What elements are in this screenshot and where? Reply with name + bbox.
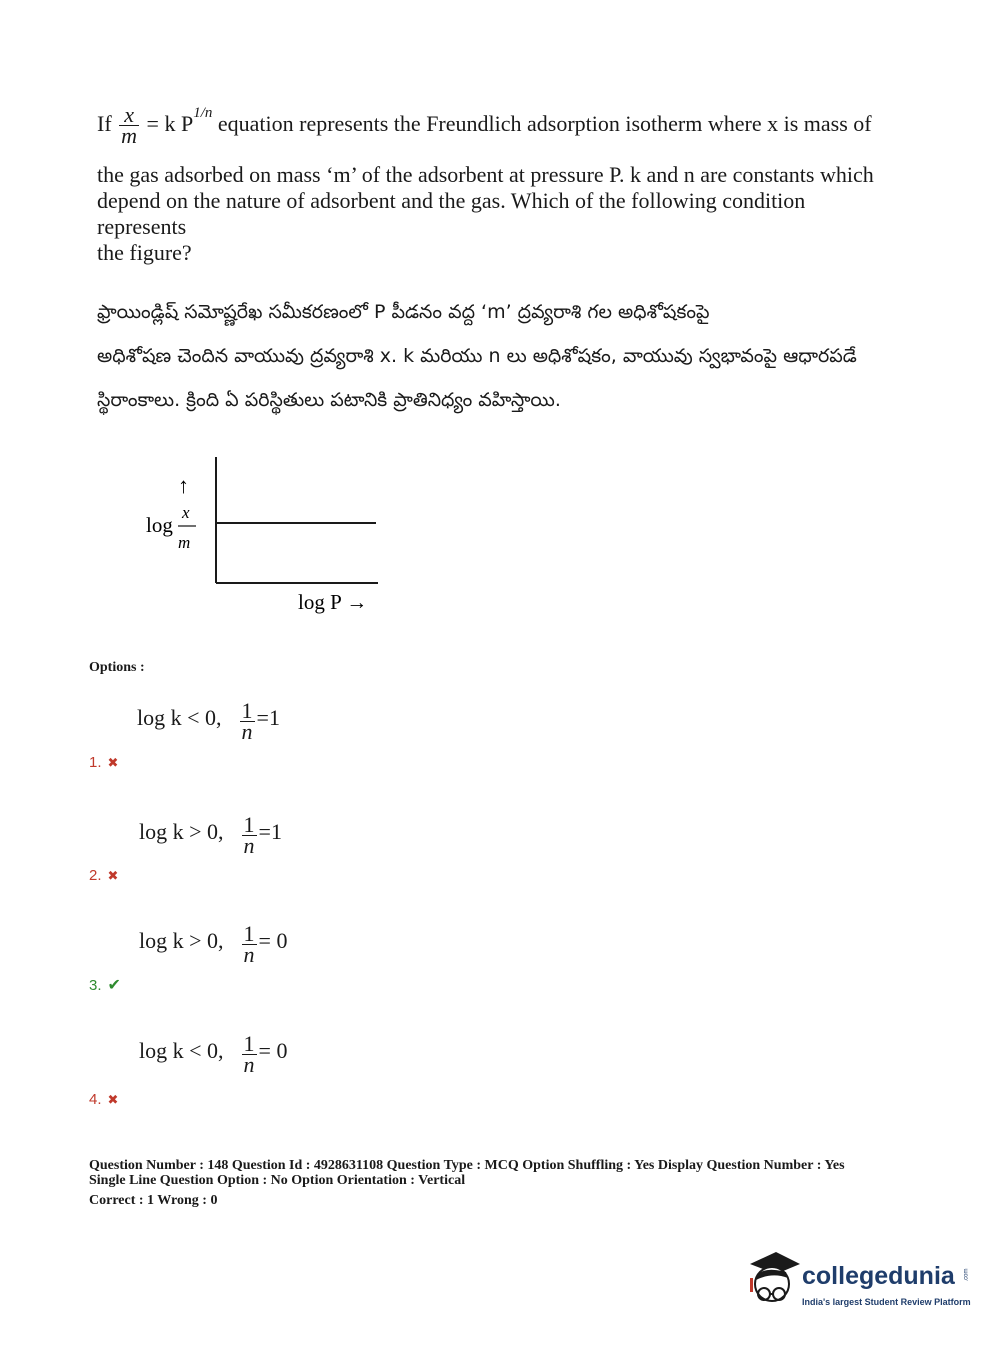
option-1-lhs: log k < 0, xyxy=(137,705,222,731)
y-frac-numerator: x xyxy=(182,503,190,522)
meta-line-1: Question Number : 148 Question Id : 4928631108 Question Type : MCQ Option Shuffling : Yes Display Question Number : Yes xyxy=(89,1158,845,1173)
option-4-numerator: 1 xyxy=(243,1031,255,1056)
option-3-numerator: 1 xyxy=(243,921,255,946)
option-4-fraction xyxy=(242,1031,257,1077)
option-3-number: 3. xyxy=(89,977,102,994)
brand-suffix: .com xyxy=(963,1268,970,1282)
meta-line-2: Single Line Question Option : No Option Orientation : Vertical xyxy=(89,1173,466,1188)
question-line-1-text: equation represents the Freundlich adsorption isotherm where x is mass of xyxy=(217,111,872,136)
option-4-number: 4. xyxy=(89,1091,102,1108)
option-2-lhs: log k > 0, xyxy=(139,819,224,845)
option-3-rhs: = 0 xyxy=(258,928,288,954)
formula-exponent: 1/n xyxy=(193,105,213,121)
option-2-rhs: =1 xyxy=(258,819,282,845)
option-1-fraction xyxy=(240,698,255,744)
checkmark-icon: ✔ xyxy=(107,977,121,994)
question-telugu xyxy=(97,290,887,422)
tassel-icon xyxy=(750,1278,753,1292)
cross-icon: ✖ xyxy=(107,755,119,770)
option-1-expression xyxy=(137,698,280,744)
brand-tagline: India's largest Student Review Platform xyxy=(802,1297,971,1307)
formula-fraction xyxy=(119,102,139,149)
options-label: Options : xyxy=(89,660,145,675)
y-frac-denominator: m xyxy=(178,533,191,552)
option-2-fraction xyxy=(242,812,257,858)
option-1-number: 1. xyxy=(89,754,102,771)
option-1-denominator: n xyxy=(241,719,253,744)
option-3-label[interactable] xyxy=(89,975,121,995)
formula-denominator: m xyxy=(121,123,138,149)
y-label: log xyxy=(146,513,173,537)
meta-line-3: Correct : 1 Wrong : 0 xyxy=(89,1193,218,1208)
option-3-fraction xyxy=(242,921,257,967)
question-line-3: depend on the nature of adsorbent and the gas. Which of the following condition represents xyxy=(97,188,806,240)
question-line-4: the figure? xyxy=(97,240,192,266)
question-metadata xyxy=(89,1158,909,1208)
option-2-numerator: 1 xyxy=(243,812,255,837)
cross-icon: ✖ xyxy=(107,1092,119,1107)
telugu-line-1: ఫ్రాయిండ్లిష్ సమోష్ణరేఖ సమీకరణంలో P పీడనం వద్ద ‘m’ ద్రవ్యరాశి గల అధిశోషకంపై xyxy=(97,301,710,323)
option-4-rhs: = 0 xyxy=(258,1038,288,1064)
option-2-denominator: n xyxy=(243,833,255,858)
isotherm-graph xyxy=(140,455,400,620)
question-english xyxy=(97,100,887,266)
option-3-expression xyxy=(139,921,288,967)
option-4-label[interactable] xyxy=(89,1091,118,1109)
if-word: If xyxy=(97,111,112,136)
telugu-line-2: అధిశోషణ చెందిన వాయువు ద్రవ్యరాశి x. k మరియు n లు అధిశోషకం, వాయువు స్వభావంపై ఆధారపడే xyxy=(97,345,857,367)
option-3-lhs: log k > 0, xyxy=(139,928,224,954)
option-2-number: 2. xyxy=(89,867,102,884)
question-line-2: the gas adsorbed on mass ‘m’ of the adsorbent at pressure P. k and n are constants which xyxy=(97,162,874,188)
option-3-denominator: n xyxy=(243,942,255,967)
question-line-1 xyxy=(97,100,887,149)
option-4-denominator: n xyxy=(243,1052,255,1077)
y-arrow: ↑ xyxy=(178,473,189,498)
cross-icon: ✖ xyxy=(107,868,119,883)
option-4-lhs: log k < 0, xyxy=(139,1038,224,1064)
formula-numerator: x xyxy=(119,105,139,126)
x-label: log P → xyxy=(298,590,368,614)
option-1-rhs: =1 xyxy=(256,705,280,731)
formula-rhs: = k P xyxy=(146,111,194,136)
option-1-label[interactable] xyxy=(89,754,118,772)
telugu-line-3: స్థిరాంకాలు. క్రింది ఏ పరిస్థితులు పటానికి ప్రాతినిధ్యం వహిస్తాయి. xyxy=(97,389,561,411)
option-2-label[interactable] xyxy=(89,867,118,885)
option-2-expression xyxy=(139,812,282,858)
option-4-expression xyxy=(139,1031,288,1077)
option-1-numerator: 1 xyxy=(241,698,253,723)
brand-name: collegedunia xyxy=(802,1262,955,1290)
